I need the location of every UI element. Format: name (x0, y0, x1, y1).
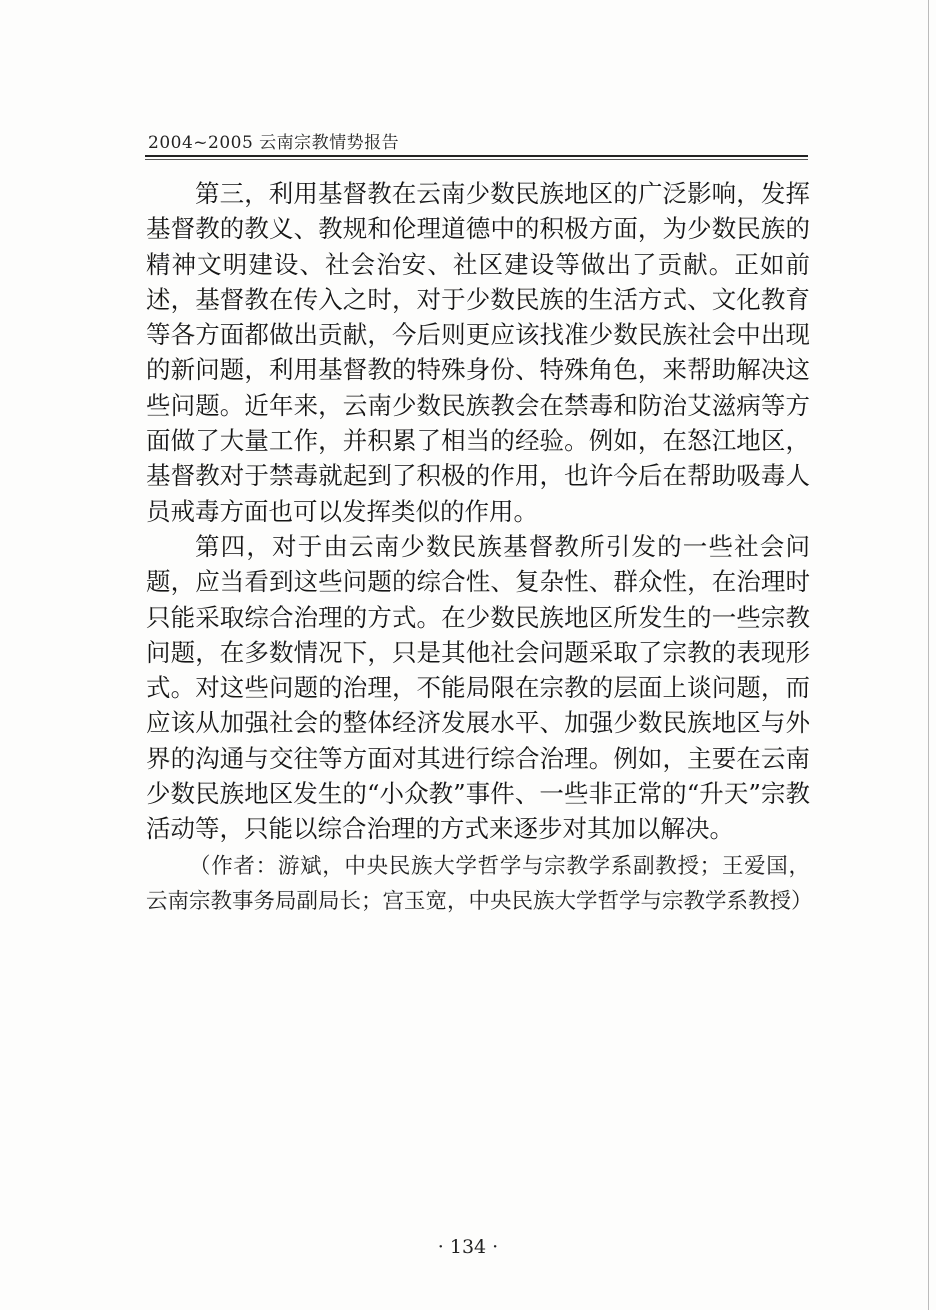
author-note (146, 849, 813, 919)
scan-edge-mark (928, 0, 929, 1310)
running-header: 2004~2005 云南宗教情势报告 (148, 133, 400, 153)
page-number: · 134 · (437, 1236, 499, 1258)
body-text (146, 176, 810, 847)
paragraph-third-point: 第三，利用基督教在云南少数民族地区的广泛影响，发挥基督教的教义、教规和伦理道德中的积极方面，为少数民族的精神文明建设、社会治安、社区建设等做出了贡献。正如前述，基督教在传入之时，对于少数民族的生活方式、文化教育等各方面都做出贡献，今后则更应该找准少数民族社会中出现的新问题，利用基督教的特殊身份、特殊角色，来帮助解决这些问题。近年来，云南少数民族教会在禁毒和防治艾滋病等方面做了大量工作，并积累了相当的经验。例如，在怒江地区，基督教对于禁毒就起到了积极的作用，也许今后在帮助吸毒人员戒毒方面也可以发挥类似的作用。 (146, 179, 810, 526)
header-rule (145, 155, 808, 157)
paragraph-fourth-point: 第四，对于由云南少数民族基督教所引发的一些社会问题，应当看到这些问题的综合性、复杂性、群众性，在治理时只能采取综合治理的方式。在少数民族地区所发生的一些宗教问题，在多数情况下，只是其他社会问题采取了宗教的表现形式。对这些问题的治理，不能局限在宗教的层面上谈问题，而应该从加强社会的整体经济发展水平、加强少数民族地区与外界的沟通与交往等方面对其进行综合治理。例如，主要在云南少数民族地区发生的“小众教”事件、一些非正常的“升天”宗教活动等，只能以综合治理的方式来逐步对其加以解决。 (146, 531, 810, 844)
header-rule-thin (145, 159, 808, 160)
author-note-text: （作者：游斌，中央民族大学哲学与宗教学系副教授；王爱国，云南宗教事务局副局长；宫玉宽，中央民族大学哲学与宗教学系教授） (146, 854, 813, 914)
